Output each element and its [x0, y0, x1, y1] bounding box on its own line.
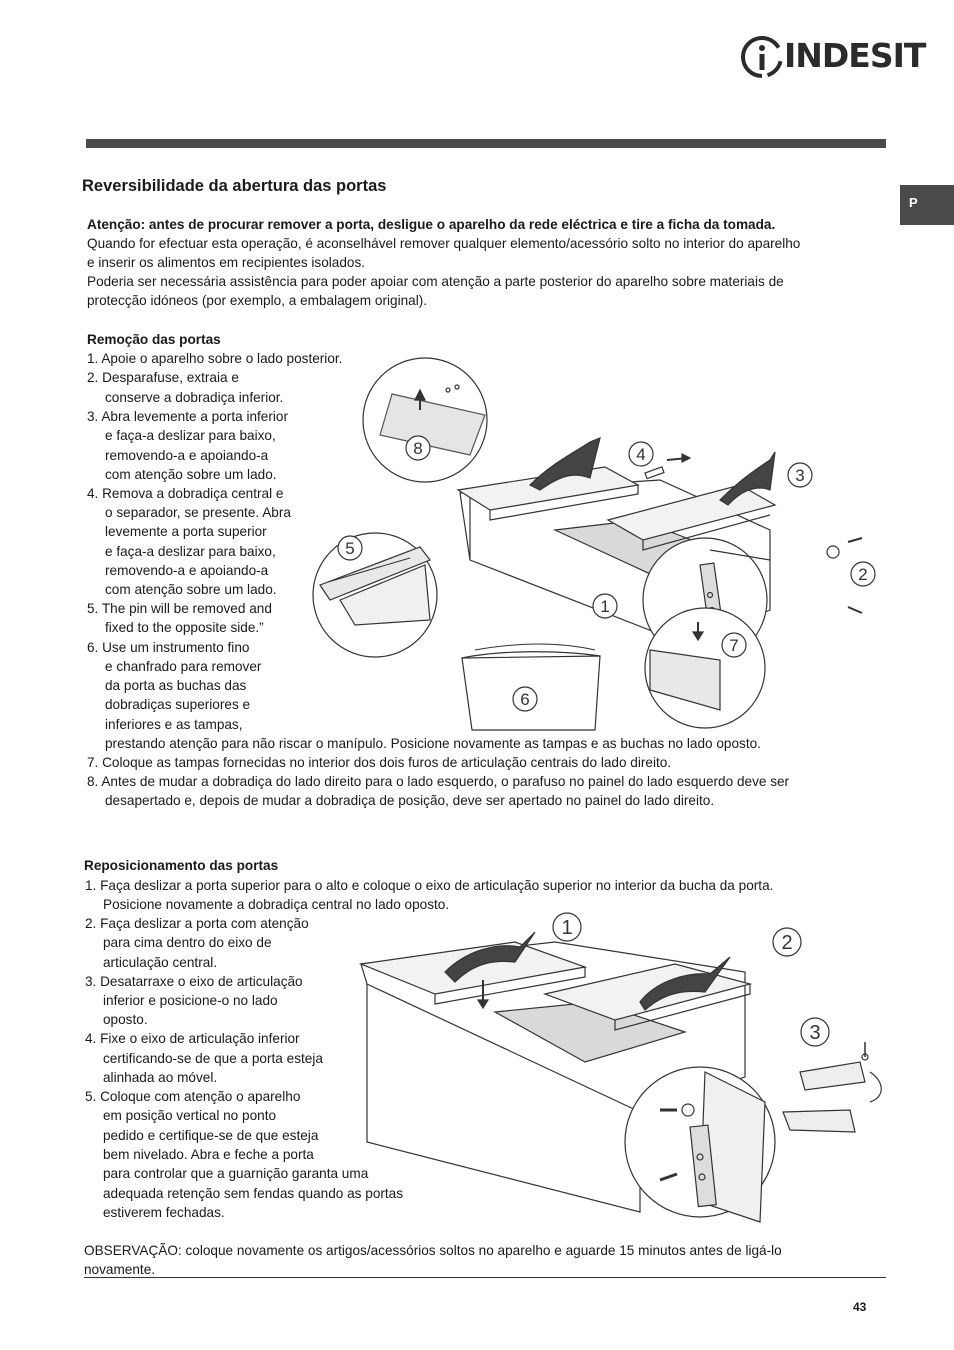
intro-line: protecção idóneos (por exemplo, a embalagem original). — [87, 293, 428, 308]
repositioning-line: para controlar que a guarnição garanta uma — [103, 1166, 369, 1181]
figure1-label: 3 — [795, 466, 805, 485]
figure1-label: 8 — [413, 439, 423, 458]
removal-line: 2. Desparafuse, extraia e — [87, 370, 239, 385]
removal-line: removendo-a e apoiando-a — [105, 448, 269, 463]
removal-line: 8. Antes de mudar a dobradiça do lado direito para o lado esquerdo, o parafuso no painel do lado esquerdo deve ser — [87, 774, 790, 789]
removal-line: 7. Coloque as tampas fornecidas no interior dos dois furos de articulação centrais do lado direito. — [87, 755, 672, 770]
warning-text: Atenção: antes de procurar remover a porta, desligue o aparelho da rede eléctrica e tire a ficha da tomada. — [87, 217, 776, 232]
repositioning-line: inferior e posicione-o no lado — [103, 993, 278, 1008]
intro-line: e inserir os alimentos em recipientes isolados. — [87, 255, 366, 270]
figure2-label: 2 — [781, 932, 793, 954]
header-rule — [86, 139, 886, 148]
figure1-label: 4 — [636, 445, 646, 464]
repositioning-line: estiverem fechadas. — [103, 1205, 225, 1220]
note-line: novamente. — [84, 1262, 156, 1277]
language-tab: P — [900, 185, 954, 225]
repositioning-line: 2. Faça deslizar a porta com atenção — [85, 916, 309, 931]
repositioning-line: articulação central. — [103, 955, 218, 970]
repositioning-heading: Reposicionamento das portas — [84, 858, 279, 873]
removal-line: da porta as buchas das — [105, 678, 247, 693]
repositioning-line: 4. Fixe o eixo de articulação inferior — [85, 1031, 300, 1046]
page-number: 43 — [853, 1300, 867, 1314]
removal-heading: Remoção das portas — [87, 332, 221, 347]
removal-line: 6. Use um instrumento fino — [87, 640, 250, 655]
removal-line: 4. Remova a dobradiça central e — [87, 486, 284, 501]
removal-line: conserve a dobradiça inferior. — [105, 390, 284, 405]
footer-rule — [84, 1277, 886, 1278]
repositioning-line: oposto. — [103, 1012, 148, 1027]
repositioning-line: para cima dentro do eixo de — [103, 935, 272, 950]
figure1-label: 2 — [858, 565, 868, 584]
repositioning-line: certificando-se de que a porta esteja — [103, 1051, 323, 1066]
door-repositioning-diagram — [355, 912, 895, 1232]
removal-line: 3. Abra levemente a porta inferior — [87, 409, 288, 424]
removal-line: dobradiças superiores e — [105, 697, 251, 712]
removal-line: com atenção sobre um lado. — [105, 467, 277, 482]
removal-line: prestando atenção para não riscar o manípulo. Posicione novamente as tampas e as buchas no lado oposto. — [105, 736, 761, 751]
intro-line: Quando for efectuar esta operação, é aconselhável remover qualquer elemento/acessório solto no interior do aparelho — [87, 236, 801, 251]
repositioning-line: 1. Faça deslizar a porta superior para o alto e coloque o eixo de articulação superior no interior da bucha da porta. — [85, 878, 774, 893]
repositioning-line: 3. Desatarraxe o eixo de articulação — [85, 974, 303, 989]
section-title: Reversibilidade da abertura das portas — [82, 177, 387, 195]
repositioning-line: 5. Coloque com atenção o aparelho — [85, 1089, 301, 1104]
figure1-label: 5 — [345, 539, 355, 558]
repositioning-line: em posição vertical no ponto — [103, 1108, 277, 1123]
note-line: OBSERVAÇÃO: coloque novamente os artigos/acessórios soltos no aparelho e aguarde 15 minutos antes de ligá-lo — [84, 1243, 782, 1258]
intro-line: Poderia ser necessária assistência para poder apoiar com atenção a parte posterior do aparelho sobre materiais de — [87, 274, 784, 289]
removal-line: 1. Apoie o aparelho sobre o lado posterior. — [87, 351, 343, 366]
removal-line: levemente a porta superior — [105, 524, 267, 539]
removal-line: fixed to the opposite side.” — [105, 620, 264, 635]
figure2-label: 3 — [809, 1022, 821, 1044]
figure1-label: 1 — [600, 597, 610, 616]
brand-name: INDESIT — [784, 36, 926, 75]
repositioning-line: Posicione novamente a dobradiça central no lado oposto. — [103, 897, 450, 912]
removal-line: e chanfrado para remover — [105, 659, 262, 674]
door-removal-diagram — [300, 360, 868, 730]
repositioning-line: alinhada ao móvel. — [103, 1070, 218, 1085]
figure1-label: 6 — [520, 690, 530, 709]
removal-line: com atenção sobre um lado. — [105, 582, 277, 597]
repositioning-line: adequada retenção sem fendas quando as portas — [103, 1186, 404, 1201]
removal-line: e faça-a deslizar para baixo, — [105, 544, 276, 559]
removal-line: 5. The pin will be removed and — [87, 601, 272, 616]
removal-line: e faça-a deslizar para baixo, — [105, 428, 276, 443]
repositioning-line: bem nivelado. Abra e feche a porta — [103, 1147, 314, 1162]
repositioning-line: pedido e certifique-se de que esteja — [103, 1128, 319, 1143]
figure2-label: 1 — [561, 917, 573, 939]
removal-line: desapertado e, depois de mudar a dobradiça de posição, deve ser apertado no painel do lado direito. — [105, 793, 715, 808]
figure1-label: 7 — [729, 636, 739, 655]
removal-line: inferiores e as tampas, — [105, 717, 243, 732]
removal-line: removendo-a e apoiando-a — [105, 563, 269, 578]
removal-line: o separador, se presente. Abra — [105, 505, 291, 520]
